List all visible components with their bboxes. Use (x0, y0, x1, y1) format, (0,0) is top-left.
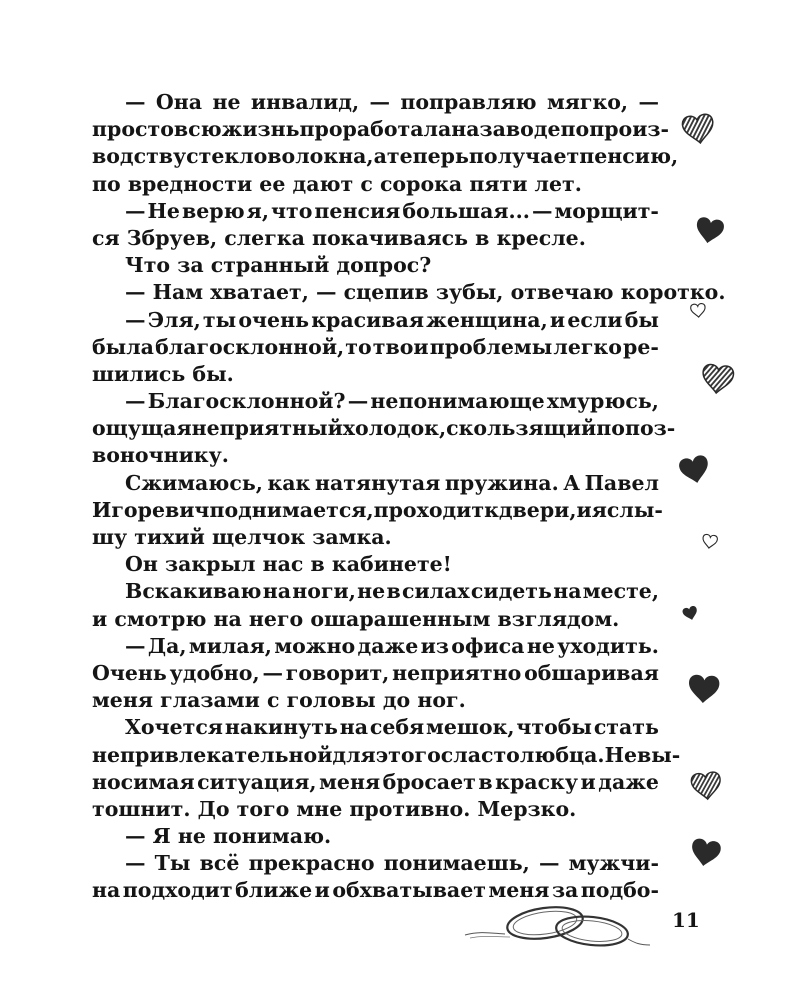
page-text (92, 89, 726, 905)
text-line: просто всю жизнь проработала на заводе по произ- (92, 117, 670, 142)
heart-decorations (670, 0, 750, 1000)
text-line: — Я не понимаю. (125, 824, 332, 849)
text-line: тошнит. До того мне противно. Мерзко. (92, 796, 577, 821)
text-line: шились бы. (92, 361, 234, 386)
text-line: Он закрыл нас в кабинете! (125, 552, 452, 577)
text-line: Игоревич поднимается, проходит к двери, и я слы- (92, 497, 663, 522)
text-line: — Нам хватает, — сцепив зубы, отвечаю коротко. (125, 280, 726, 305)
text-line: на подходит ближе и обхватывает меня за подбо- (92, 878, 659, 903)
text-line: Вскакиваю на ноги, не в силах сидеть на месте, (125, 579, 659, 604)
striped-heart-icon (701, 364, 734, 395)
small-doodle-heart-icon (702, 534, 718, 549)
text-line: Что за странный допрос? (125, 253, 432, 278)
text-line: — Благосклонной? — непонимающе хмурюсь, (125, 389, 659, 414)
text-line: шу тихий щелчок замка. (92, 525, 392, 549)
wedding-rings-icon (460, 895, 660, 955)
text-line: Сжимаюсь, как натянутая пружина. А Павел (125, 470, 659, 495)
text-line: — Она не инвалид, — поправляю мягко, — (125, 90, 659, 114)
text-line: ся Збруев, слегка покачиваясь в кресле. (92, 225, 586, 250)
text-line: была благосклонной, то твои проблемы легко ре- (92, 334, 659, 359)
text-line: — Ты всё прекрасно понимаешь, — мужчи- (125, 851, 659, 876)
text-line: Хочется накинуть на себя мешок, чтобы стать (125, 715, 659, 740)
page-number: 11 (672, 908, 700, 932)
text-line: непривлекательной для этого сластолюбца. Невы- (92, 742, 681, 767)
text-line: воночнику. (92, 443, 229, 468)
solid-heart-icon (688, 674, 720, 704)
text-line: ощущая неприятный холодок, скользящий по поз- (92, 416, 676, 441)
solid-heart-icon (689, 837, 722, 868)
text-line: по вредности ее дают с сорока пяти лет. (92, 171, 582, 196)
striped-heart-icon (691, 771, 722, 800)
text-line: Очень удобно, — говорит, неприятно обшаривая (92, 660, 659, 685)
striped-heart-icon (681, 113, 715, 145)
solid-heart-icon (678, 454, 712, 486)
text-line: носимая ситуация, меня бросает в краску и даже (92, 769, 659, 794)
text-line: и смотрю на него ошарашенным взглядом. (92, 606, 620, 631)
text-line: — Да, милая, можно даже из офиса не уходить. (125, 633, 659, 658)
text-line: — Не верю я, что пенсия большая... — морщит- (125, 198, 659, 223)
tiny-heart-icon (682, 605, 699, 621)
text-line: — Эля, ты очень красивая женщина, и если бы (125, 307, 659, 332)
solid-heart-icon (694, 216, 725, 245)
small-doodle-heart-icon (690, 303, 705, 317)
text-line: водству стекловолокна, а теперь получает пенсию, (92, 144, 679, 169)
text-line: меня глазами с головы до ног. (92, 688, 466, 713)
